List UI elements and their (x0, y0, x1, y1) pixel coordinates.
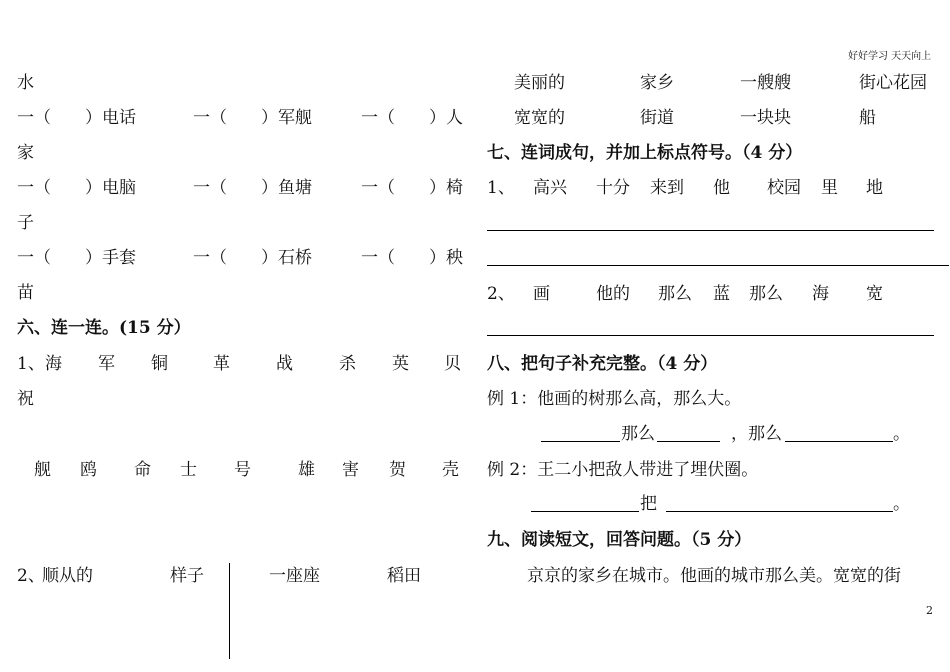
continuation-text: 水 (17, 73, 34, 93)
match-char: 命 (134, 460, 151, 480)
quantifier-item: 一（ ）鱼塘 (193, 178, 312, 198)
match-word: 一座座 (269, 566, 320, 586)
match-word: 一块块 (740, 108, 791, 128)
divider-line (229, 563, 230, 659)
fill-end: 。 (893, 424, 910, 444)
word-tile: 那么 (749, 284, 783, 304)
fill-word: 那么 (621, 424, 655, 444)
match-char: 英 (392, 354, 409, 374)
match-word: 街道 (640, 108, 674, 128)
match-top-row (0, 353, 470, 375)
quantifier-wrap: 苗 (17, 283, 34, 303)
header-motto: 好好学习 天天向上 (848, 51, 932, 62)
quantifier-wrap: 家 (17, 143, 34, 163)
word-tile: 海 (812, 284, 829, 304)
word-tile: 画 (533, 284, 550, 304)
match-char: 害 (342, 460, 359, 480)
match-char: 鸥 (80, 460, 97, 480)
match-char: 革 (213, 354, 230, 374)
quantifier-row (0, 177, 470, 199)
quantifier-item: 一（ ）电脑 (17, 178, 136, 198)
match-char: 贺 (389, 460, 406, 480)
match-row (480, 72, 950, 94)
word-tile: 地 (866, 178, 883, 198)
quantifier-row (0, 107, 470, 129)
question-number: 1、 (487, 178, 515, 198)
match-char: 雄 (298, 460, 315, 480)
match-word: 船 (859, 108, 876, 128)
fill-word: 把 (640, 494, 657, 514)
word-order-row (480, 283, 950, 305)
match-char: 号 (234, 460, 251, 480)
word-tile: 他 (713, 178, 730, 198)
quantifier-wrap: 子 (17, 213, 34, 233)
fill-word: ，那么 (731, 424, 782, 444)
fill-end: 。 (893, 494, 910, 514)
match-char: 杀 (339, 354, 356, 374)
quantifier-item: 一（ ）人 (361, 108, 463, 128)
match-char: 舰 (34, 460, 51, 480)
question-number: 1、 (17, 354, 45, 374)
match-char: 战 (276, 354, 293, 374)
word-tile: 高兴 (533, 178, 567, 198)
match-word: 美丽的 (514, 73, 565, 93)
word-tile: 蓝 (713, 284, 730, 304)
match-row (480, 107, 950, 129)
fill-blank[interactable] (541, 441, 620, 442)
word-tile: 他的 (596, 284, 630, 304)
quantifier-item: 一（ ）手套 (17, 248, 136, 268)
example-sentence: 例 2：王二小把敌人带进了埋伏圈。 (487, 460, 759, 480)
quantifier-item: 一（ ）电话 (17, 108, 136, 128)
word-tile: 里 (821, 178, 838, 198)
fill-blank[interactable] (657, 441, 720, 442)
fill-blank[interactable] (666, 511, 893, 512)
match-word: 街心花园 (859, 73, 927, 93)
quantifier-item: 一（ ）秧 (361, 248, 463, 268)
question-number: 2、 (487, 284, 515, 304)
match-word: 顺从的 (42, 566, 93, 586)
word-tile: 宽 (866, 284, 883, 304)
question-number: 2、 (17, 566, 45, 586)
section-6-title: 六、连一连。(15 分） (17, 318, 191, 338)
section-7-title: 七、连词成句，并加上标点符号。（4 分） (487, 143, 803, 163)
answer-line[interactable] (487, 265, 949, 266)
word-tile: 来到 (650, 178, 684, 198)
quantifier-item: 一（ ）石桥 (193, 248, 312, 268)
word-tile: 校园 (767, 178, 801, 198)
match-char: 士 (180, 460, 197, 480)
fill-blank[interactable] (785, 441, 893, 442)
match-word: 宽宽的 (514, 108, 565, 128)
match-word: 样子 (170, 566, 204, 586)
match-char: 军 (98, 354, 115, 374)
fill-blank[interactable] (531, 511, 639, 512)
word-tile: 十分 (596, 178, 630, 198)
reading-passage: 京京的家乡在城市。他画的城市那么美。宽宽的街 (527, 566, 901, 586)
section-8-title: 八、把句子补充完整。（4 分） (487, 354, 718, 374)
match-char: 铜 (151, 354, 168, 374)
answer-line[interactable] (487, 335, 934, 336)
section-9-title: 九、阅读短文，回答问题。（5 分） (487, 530, 752, 550)
match-word: 一艘艘 (740, 73, 791, 93)
word-tile: 那么 (658, 284, 692, 304)
word-order-row (480, 177, 950, 199)
quantifier-item: 一（ ）军舰 (193, 108, 312, 128)
quantifier-item: 一（ ）椅 (361, 178, 463, 198)
match-char: 海 (45, 354, 62, 374)
quantifier-row (0, 247, 470, 269)
match-wrap-char: 祝 (17, 389, 34, 409)
match-q2-row (0, 565, 470, 587)
page-number: 2 (926, 604, 933, 617)
answer-line[interactable] (487, 230, 934, 231)
match-char: 壳 (442, 460, 459, 480)
match-word: 稻田 (387, 566, 421, 586)
match-word: 家乡 (640, 73, 674, 93)
match-char: 贝 (444, 354, 461, 374)
example-sentence: 例 1：他画的树那么高，那么大。 (487, 389, 742, 409)
match-bottom-row (0, 459, 470, 481)
